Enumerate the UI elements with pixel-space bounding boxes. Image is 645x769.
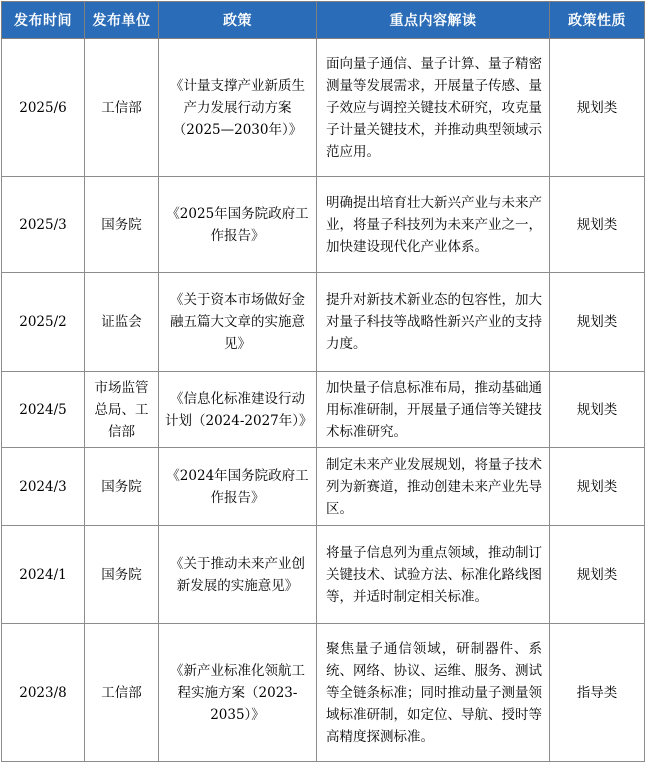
table-row [2, 273, 645, 372]
cell-nature: 规划类 [550, 526, 645, 624]
cell-policy: 《2024年国务院政府工作报告》 [159, 448, 317, 526]
table-row [2, 177, 645, 273]
cell-unit: 国务院 [85, 177, 159, 273]
cell-policy: 《计量支撑产业新质生产力发展行动方案（2025—2030年）》 [159, 39, 317, 177]
policy-table [1, 1, 645, 762]
cell-policy: 《2025年国务院政府工作报告》 [159, 177, 317, 273]
header-focus: 重点内容解读 [317, 2, 550, 39]
cell-nature: 规划类 [550, 177, 645, 273]
table-row [2, 526, 645, 624]
cell-date: 2025/2 [2, 273, 85, 372]
cell-policy: 《关于资本市场做好金融五篇大文章的实施意见》 [159, 273, 317, 372]
header-date: 发布时间 [2, 2, 85, 39]
cell-nature: 规划类 [550, 39, 645, 177]
cell-policy: 《新产业标准化领航工程实施方案（2023-2035）》 [159, 624, 317, 762]
cell-focus: 提升对新技术新业态的包容性，加大对量子科技等战略性新兴产业的支持力度。 [317, 273, 550, 372]
cell-date: 2023/8 [2, 624, 85, 762]
header-row [2, 2, 645, 39]
cell-focus: 将量子信息列为重点领域，推动制订关键技术、试验方法、标准化路线图等，并适时制定相关标准。 [317, 526, 550, 624]
cell-date: 2024/3 [2, 448, 85, 526]
cell-nature: 规划类 [550, 273, 645, 372]
cell-nature: 规划类 [550, 372, 645, 448]
cell-date: 2024/1 [2, 526, 85, 624]
cell-unit: 国务院 [85, 526, 159, 624]
table-row [2, 372, 645, 448]
cell-date: 2025/6 [2, 39, 85, 177]
cell-unit: 国务院 [85, 448, 159, 526]
header-nature: 政策性质 [550, 2, 645, 39]
cell-focus: 制定未来产业发展规划，将量子技术列为新赛道，推动创建未来产业先导区。 [317, 448, 550, 526]
cell-unit: 市场监管总局、工信部 [85, 372, 159, 448]
cell-focus: 明确提出培育壮大新兴产业与未来产业，将量子科技列为未来产业之一，加快建设现代化产业体系。 [317, 177, 550, 273]
header-policy: 政策 [159, 2, 317, 39]
cell-unit: 工信部 [85, 624, 159, 762]
cell-unit: 证监会 [85, 273, 159, 372]
cell-focus: 加快量子信息标准布局，推动基础通用标准研制，开展量子通信等关键技术标准研究。 [317, 372, 550, 448]
cell-date: 2025/3 [2, 177, 85, 273]
cell-unit: 工信部 [85, 39, 159, 177]
cell-focus: 面向量子通信、量子计算、量子精密测量等发展需求，开展量子传感、量子效应与调控关键技术研究，攻克量子计量关键技术，并推动典型领域示范应用。 [317, 39, 550, 177]
table-row [2, 624, 645, 762]
cell-focus: 聚焦量子通信领域，研制器件、系统、网络、协议、运维、服务、测试等全链条标准；同时推动量子测量领域标准研制，如定位、导航、授时等高精度探测标准。 [317, 624, 550, 762]
table-row [2, 448, 645, 526]
cell-nature: 规划类 [550, 448, 645, 526]
table-row [2, 39, 645, 177]
cell-nature: 指导类 [550, 624, 645, 762]
cell-policy: 《信息化标准建设行动计划（2024-2027年）》 [159, 372, 317, 448]
header-unit: 发布单位 [85, 2, 159, 39]
cell-policy: 《关于推动未来产业创新发展的实施意见》 [159, 526, 317, 624]
cell-date: 2024/5 [2, 372, 85, 448]
